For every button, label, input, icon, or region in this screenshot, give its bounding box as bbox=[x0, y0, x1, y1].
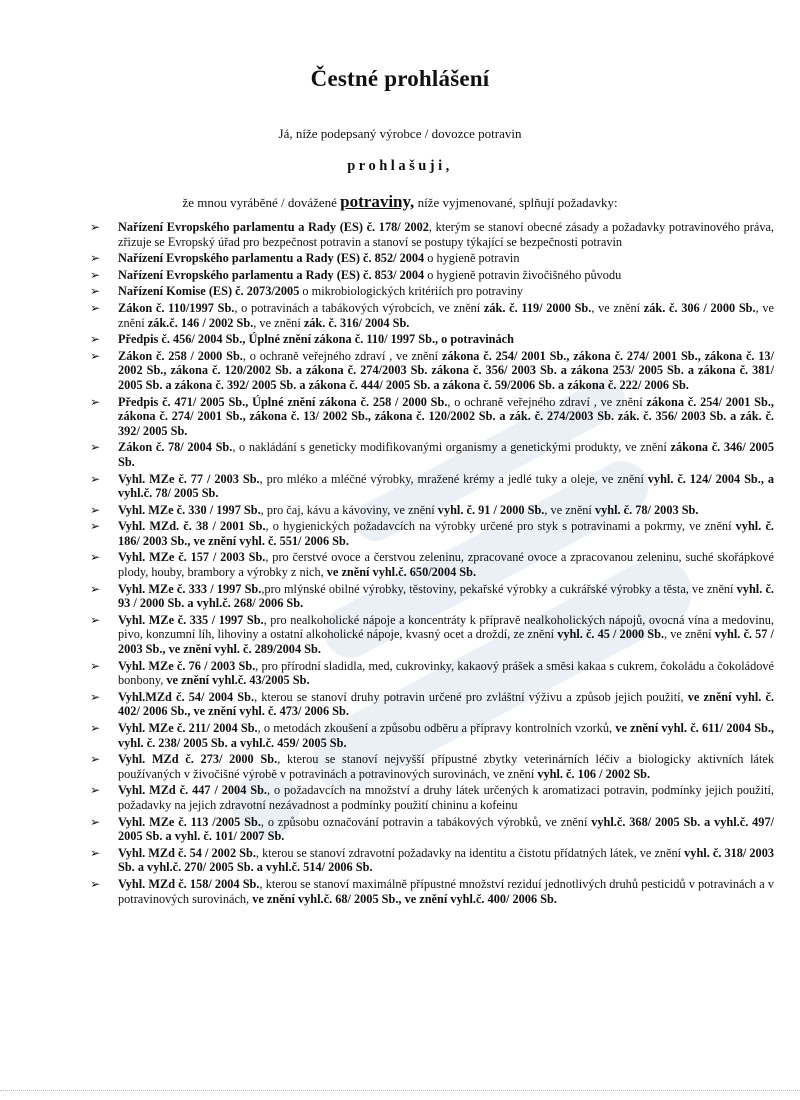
arrow-bullet-icon: ➢ bbox=[90, 332, 101, 347]
regulation-text: o hygieně potravin bbox=[424, 251, 520, 266]
regulation-item bbox=[90, 502, 774, 518]
regulation-item bbox=[90, 394, 774, 439]
regulation-reference: Vyhl. MZd č. 273/ 2000 Sb. bbox=[118, 752, 278, 767]
regulation-text: , pro nealkoholické nápoje a koncentráty k přípravě nealkoholických nápojů, ovocná vína a medovinu, pivo, konzumní líh, lihoviny a ostatní alkoholické nápoje, kvasný ocet a droždí, ze znění bbox=[118, 612, 774, 642]
regulation-text: , o požadavcích na množství a druhy látek určených k aromatizaci potravin, podmínky jejich použití, požadavky na jejich zdravotní nezávadnost a podmínky použití chininu a kofeinu bbox=[118, 783, 774, 812]
regulation-reference: Vyhl. MZe č. 77 / 2003 Sb. bbox=[118, 471, 260, 486]
arrow-bullet-icon: ➢ bbox=[90, 267, 101, 282]
regulation-reference: vyhl.č. 368/ 2005 Sb. a vyhl.č. 497/ 2005 Sb. a vyhl. č. 101/ 2007 Sb. bbox=[118, 814, 775, 844]
arrow-bullet-icon: ➢ bbox=[90, 814, 101, 829]
regulation-item bbox=[90, 220, 774, 249]
regulation-reference: Zákon č. 110/1997 Sb. bbox=[118, 300, 235, 315]
regulation-item bbox=[90, 440, 774, 469]
arrow-bullet-icon: ➢ bbox=[90, 394, 101, 409]
regulation-reference: Nařízení Evropského parlamentu a Rady (ES) č. 852/ 2004 bbox=[118, 251, 425, 266]
regulation-item bbox=[90, 332, 774, 347]
regulation-reference: ve znění vyhl.č. 43/2005 Sb. bbox=[166, 673, 310, 688]
regulation-item bbox=[90, 267, 774, 283]
regulation-reference: Vyhl. MZe č. 335 / 1997 Sb. bbox=[118, 612, 264, 627]
regulation-item bbox=[90, 471, 774, 501]
regulation-reference: Vyhl. MZe č. 157 / 2003 Sb. bbox=[118, 550, 266, 565]
regulation-reference: zák. č. 306 / 2000 Sb. bbox=[643, 300, 756, 315]
regulation-text: o mikrobiologických kritériích pro potraviny bbox=[299, 284, 524, 299]
requirements-intro bbox=[0, 192, 800, 212]
regulation-text: , o způsobu označování potravin a tabákových výrobků, ve znění bbox=[260, 814, 592, 829]
regulation-reference: Vyhl. MZd č. 158/ 2004 Sb. bbox=[118, 876, 260, 891]
regulation-text: , o ochraně veřejného zdraví , ve znění bbox=[447, 394, 647, 409]
regulation-text: , pro mléko a mléčné výrobky, mražené krémy a jedlé tuky a oleje, ve znění bbox=[259, 471, 648, 486]
regulation-text: , pro čerstvé ovoce a čerstvou zeleninu, zpracované ovoce a zpracovanou zeleninu, suché skořápkové plody, houby, brambory a výrobky z nich, bbox=[118, 550, 775, 580]
regulation-text: , ve znění bbox=[253, 315, 304, 330]
regulation-item bbox=[90, 689, 775, 719]
regulation-text: , pro přírodní sladidla, med, cukrovinky, kakaový prášek a směsi kakaa s cukrem, čokoládu a čokoládové bonbony, bbox=[118, 658, 774, 688]
subline-before: že mnou vyráběné / dovážené bbox=[182, 195, 337, 210]
regulation-text: , pro čaj, kávu a kávoviny, ve znění bbox=[260, 502, 438, 517]
arrow-bullet-icon: ➢ bbox=[90, 300, 101, 315]
regulation-reference: Nařízení Komise (ES) č. 2073/2005 bbox=[118, 284, 300, 299]
regulation-item bbox=[90, 300, 774, 330]
arrow-bullet-icon: ➢ bbox=[90, 783, 101, 798]
regulation-text: o hygieně potravin živočišného původu bbox=[424, 267, 622, 282]
arrow-bullet-icon: ➢ bbox=[90, 471, 101, 486]
regulation-text: , o ochraně veřejného zdraví , ve znění bbox=[242, 348, 442, 363]
regulation-reference: ve znění vyhl.č. 68/ 2005 Sb., ve znění vyhl.č. 400/ 2006 Sb. bbox=[252, 891, 557, 906]
regulation-text: , kterou se stanoví nejvyšší přípustné zbytky veterinárních léčiv a biologicky aktivních látek používaných v živočišné výrobě v potravinách a potravinových surovinách, ve znění bbox=[118, 752, 774, 781]
regulation-reference: Předpis č. 471/ 2005 Sb., Úplné znění zákona č. 258 / 2000 Sb. bbox=[118, 394, 448, 409]
arrow-bullet-icon: ➢ bbox=[90, 752, 101, 767]
regulation-reference: Nařízení Evropského parlamentu a Rady (ES) č. 178/ 2002 bbox=[118, 220, 429, 234]
regulation-item bbox=[90, 721, 774, 750]
regulation-text: , o potravinách a tabákových výrobcích, ve znění bbox=[234, 300, 484, 315]
regulation-reference: Vyhl. MZd č. 447 / 2004 Sb. bbox=[118, 783, 267, 798]
regulation-reference: zák.č. 146 / 2002 Sb. bbox=[147, 315, 254, 330]
regulation-text: , ve znění bbox=[591, 300, 644, 315]
regulation-text: , kterým se stanoví obecné zásady a požadavky potravinového práva, zřizuje se Evropský úřad pro bezpečnost potravin a stanoví se postupy týkající se bezpečnosti potravin bbox=[118, 220, 774, 249]
arrow-bullet-icon: ➢ bbox=[90, 658, 101, 673]
regulation-reference: zákona č. 254/ 2001 Sb., zákona č. 274/ 2001 Sb., zákona č. 13/ 2002 Sb., zákona č. 120/2002 Sb. a zák. č. 274/2003 Sb. zák. č. 356/ 2003 Sb. a zák. č. 392/ 2005 Sb. bbox=[118, 394, 774, 438]
regulation-text: , o hygienických požadavcích na výrobky určené pro styk s potravinami a pokrmy, ve znění bbox=[265, 519, 736, 534]
regulation-reference: Vyhl. MZe č. 76 / 2003 Sb. bbox=[118, 658, 256, 673]
regulation-text: , ve znění bbox=[118, 300, 774, 330]
regulation-reference: Zákon č. 78/ 2004 Sb. bbox=[118, 440, 233, 455]
regulation-text: , o metodách zkoušení a způsobu odběru a přípravy kontrolních vzorků, bbox=[257, 721, 616, 735]
regulation-reference: Předpis č. 456/ 2004 Sb., Úplné znění zákona č. 110/ 1997 Sb., o potravinách bbox=[118, 332, 514, 347]
regulation-reference: vyhl. č. 124/ 2004 Sb., a vyhl.č. 78/ 2005 Sb. bbox=[118, 471, 774, 501]
subline-highlight: potraviny, bbox=[340, 192, 415, 211]
regulation-reference: ve znění vyhl.č. 650/2004 Sb. bbox=[326, 565, 477, 580]
regulation-reference: Vyhl. MZe č. 330 / 1997 Sb. bbox=[118, 502, 261, 517]
arrow-bullet-icon: ➢ bbox=[90, 876, 101, 891]
regulation-item bbox=[90, 814, 775, 844]
arrow-bullet-icon: ➢ bbox=[90, 348, 101, 363]
regulation-list bbox=[90, 220, 775, 908]
regulation-reference: ve znění vyhl. č. 611/ 2004 Sb., vyhl. č. 238/ 2005 Sb. a vyhl.č. 459/ 2005 Sb. bbox=[118, 721, 774, 750]
regulation-reference: zák. č. 316/ 2004 Sb. bbox=[303, 315, 410, 330]
arrow-bullet-icon: ➢ bbox=[90, 721, 101, 735]
document-title: Čestné prohlášení bbox=[310, 66, 490, 91]
regulation-reference: ve znění vyhl. č. 402/ 2006 Sb., ve znění vyhl. č. 473/ 2006 Sb. bbox=[118, 689, 775, 719]
arrow-bullet-icon: ➢ bbox=[90, 251, 101, 266]
arrow-bullet-icon: ➢ bbox=[90, 612, 101, 627]
regulation-text: , kterou se stanoví maximálně přípustné množství reziduí jednotlivých druhů pesticidů v potravinách a v potravinových surovinách, bbox=[118, 876, 774, 906]
intro-line: Já, níže podepsaný výrobce / dovozce potravin bbox=[278, 126, 522, 141]
regulation-reference: Vyhl. MZe č. 211/ 2004 Sb. bbox=[118, 721, 258, 735]
regulation-reference: Zákon č. 258 / 2000 Sb. bbox=[118, 348, 243, 363]
regulation-text: , ve znění bbox=[664, 627, 715, 642]
regulation-item bbox=[90, 581, 774, 611]
regulation-item bbox=[90, 550, 775, 580]
declaration-word: prohlašuji, bbox=[347, 158, 453, 174]
arrow-bullet-icon: ➢ bbox=[90, 550, 101, 565]
regulation-text: , ve znění bbox=[544, 502, 595, 517]
regulation-text: , o nakládání s geneticky modifikovanými organismy a genetickými produkty, ve znění bbox=[232, 440, 671, 455]
regulation-reference: vyhl. č. 93 / 2000 Sb. a vyhl.č. 268/ 2006 Sb. bbox=[118, 581, 774, 611]
arrow-bullet-icon: ➢ bbox=[90, 440, 101, 455]
regulation-reference: vyhl. č. 91 / 2000 Sb. bbox=[437, 502, 545, 517]
regulation-text: , kterou se stanoví druhy potravin určené pro zvláštní výživu a způsob jejich použití, bbox=[254, 689, 688, 704]
subline-after: níže vyjmenované, splňují požadavky: bbox=[417, 195, 618, 210]
regulation-reference: Vyhl. MZd č. 54 / 2002 Sb. bbox=[118, 845, 256, 860]
regulation-reference: zák. č. 119/ 2000 Sb. bbox=[483, 300, 592, 315]
arrow-bullet-icon: ➢ bbox=[90, 689, 101, 704]
regulation-item bbox=[90, 876, 774, 906]
regulation-reference: vyhl. č. 106 / 2002 Sb. bbox=[537, 766, 651, 781]
regulation-reference: vyhl. č. 78/ 2003 Sb. bbox=[594, 502, 699, 517]
regulation-item bbox=[90, 752, 774, 781]
regulation-reference: Vyhl.MZd č. 54/ 2004 Sb. bbox=[118, 689, 255, 704]
regulation-reference: vyhl. č. 186/ 2003 Sb., ve znění vyhl. č. 551/ 2006 Sb. bbox=[118, 519, 774, 548]
regulation-reference: vyhl. č. 318/ 2003 Sb. a vyhl.č. 270/ 2005 Sb. a vyhl.č. 514/ 2006 Sb. bbox=[118, 845, 774, 875]
arrow-bullet-icon: ➢ bbox=[90, 220, 101, 234]
regulation-reference: zákona č. 346/ 2005 Sb. bbox=[118, 440, 774, 469]
scan-edge-line bbox=[0, 1090, 800, 1091]
arrow-bullet-icon: ➢ bbox=[90, 502, 101, 517]
regulation-item bbox=[90, 612, 774, 657]
regulation-item bbox=[90, 251, 774, 266]
arrow-bullet-icon: ➢ bbox=[90, 284, 101, 299]
arrow-bullet-icon: ➢ bbox=[90, 519, 101, 534]
regulation-item bbox=[90, 348, 774, 393]
regulation-reference: Vyhl. MZd. č. 38 / 2001 Sb. bbox=[118, 519, 266, 534]
regulation-reference: Vyhl. MZe č. 113 /2005 Sb. bbox=[118, 814, 261, 829]
regulation-item bbox=[90, 519, 774, 548]
regulation-reference: Vyhl. MZe č. 333 / 1997 Sb. bbox=[118, 581, 262, 596]
regulation-reference: Nařízení Evropského parlamentu a Rady (ES) č. 853/ 2004 bbox=[118, 267, 425, 282]
arrow-bullet-icon: ➢ bbox=[90, 581, 101, 596]
regulation-text: , kterou se stanoví zdravotní požadavky na identitu a čistotu přídatných látek, ve znění bbox=[255, 845, 685, 860]
regulation-reference: vyhl. č. 45 / 2000 Sb. bbox=[557, 627, 665, 642]
arrow-bullet-icon: ➢ bbox=[90, 845, 101, 860]
regulation-item bbox=[90, 845, 774, 875]
regulation-item bbox=[90, 284, 774, 299]
regulation-item bbox=[90, 783, 774, 812]
regulation-reference: vyhl. č. 57 / 2003 Sb., ve znění vyhl. č. 289/2004 Sb. bbox=[118, 627, 774, 657]
regulation-reference: zákona č. 254/ 2001 Sb., zákona č. 274/ 2001 Sb., zákona č. 13/ 2002 Sb., zákona č. 120/2002 Sb. a zákona č. 274/2003 Sb. zákona č. 356/ 2003 Sb. a zákona 253/ 2005 Sb. a zákona č. 381/ 2005 Sb. a zákona č. 392/ 2005 Sb. a zákona č. 444/ 2005 Sb. a zákona č. 59/2006 Sb. a zákona č. 222/ 2006 Sb. bbox=[118, 348, 774, 392]
regulation-text: ,pro mlýnské obilné výrobky, těstoviny, pekařské výrobky a cukrářské výrobky a těsta, ve znění bbox=[261, 581, 737, 596]
regulation-item bbox=[90, 658, 774, 688]
